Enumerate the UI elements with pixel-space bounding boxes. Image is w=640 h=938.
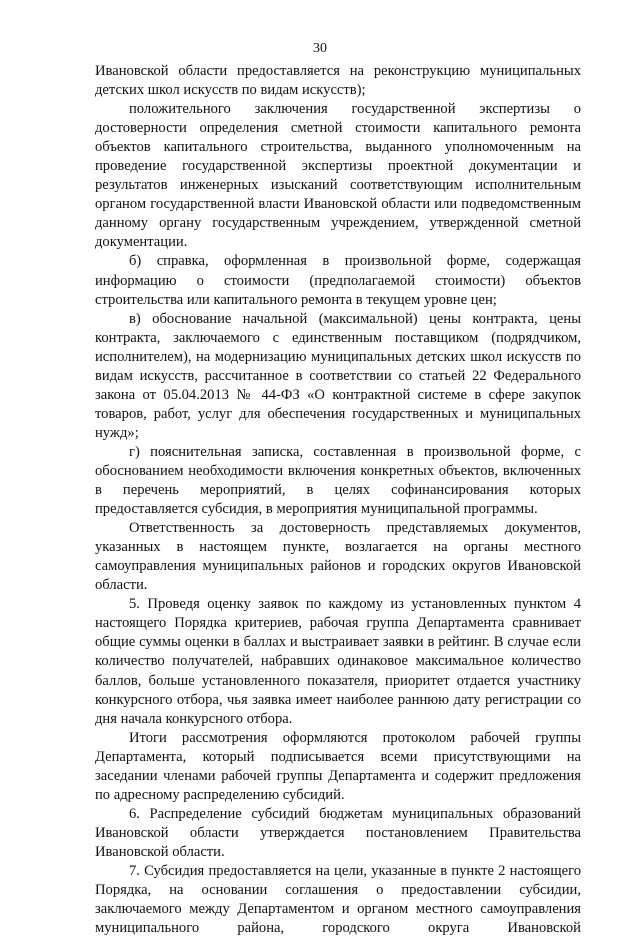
document-body <box>95 62 581 938</box>
paragraph-protocol: Итоги рассмотрения оформляются протоколом рабочей группы Департамента, который подписывается всеми присутствующими на заседании членами рабочей группы Департамента и содержит предложения по адресному распределению субсидий. <box>95 729 581 803</box>
paragraph-expertise-conclusion: положительного заключения государственной экспертизы о достоверности определения сметной стоимости капитального ремонта объектов капитального строительства, выданного уполномоченным на проведение государственной экспертизы проектной документации и результатов инженерных изысканий соответствующим исполнительным органом государственной власти Ивановской области или подведомственным данному органу государственным учреждением, утвержденной сметной документации. <box>95 101 581 251</box>
paragraph-g-explanatory-note: г) пояснительная записка, составленная в произвольной форме, с обоснованием необходимости включения конкретных объектов, включенных в перечень мероприятий, в целях софинансирования которых предоставляется субсидия, в мероприятия муниципальной программы. <box>95 443 581 518</box>
paragraph-item-7: 7. Субсидия предоставляется на цели, указанные в пункте 2 настоящего Порядка, на основании соглашения о предоставлении субсидии, заключаемого между Департаментом и органом местного самоуправления муниципального района, городского округа Ивановской <box>95 862 581 937</box>
paragraph-continuation: Ивановской области предоставляется на реконструкцию муниципальных детских школ искусств по видам искусств); <box>95 63 581 99</box>
page-number: 30 <box>313 41 327 56</box>
paragraph-item-5: 5. Проведя оценку заявок по каждому из установленных пунктом 4 настоящего Порядка критериев, рабочая группа Департамента сравнивает общие суммы оценки в баллах и выстраивает заявки в рейтинг. В случае если количество получателей, набравших одинаковое максимальное количество баллов, больше установленного показателя, приоритет отдается участнику конкурсного отбора, чья заявка имеет наиболее раннюю дату регистрации со дня начала конкурсного отбора. <box>95 596 581 727</box>
paragraph-responsibility: Ответственность за достоверность представляемых документов, указанных в настоящем пункте, возлагается на органы местного самоуправления муниципальных районов и городских округов Ивановской области. <box>95 520 581 594</box>
paragraph-v-contract-price: в) обоснование начальной (максимальной) цены контракта, цены контракта, заключаемого с единственным поставщиком (подрядчиком, исполнителем), на модернизацию муниципальных детских школ искусств по видам искусств, рассчитанное в соответствии со статьей 22 Федерального закона от 05.04.2013 № 44-ФЗ «О контрактной системе в сфере закупок товаров, работ, услуг для обеспечения государственных и муниципальных нужд»; <box>95 310 581 441</box>
paragraph-item-6: 6. Распределение субсидий бюджетам муниципальных образований Ивановской области утверждается постановлением Правительства Ивановской области. <box>95 805 581 860</box>
paragraph-b-certificate: б) справка, оформленная в произвольной форме, содержащая информацию о стоимости (предполагаемой стоимости) объектов строительства или капитального ремонта в текущем уровне цен; <box>95 253 581 308</box>
